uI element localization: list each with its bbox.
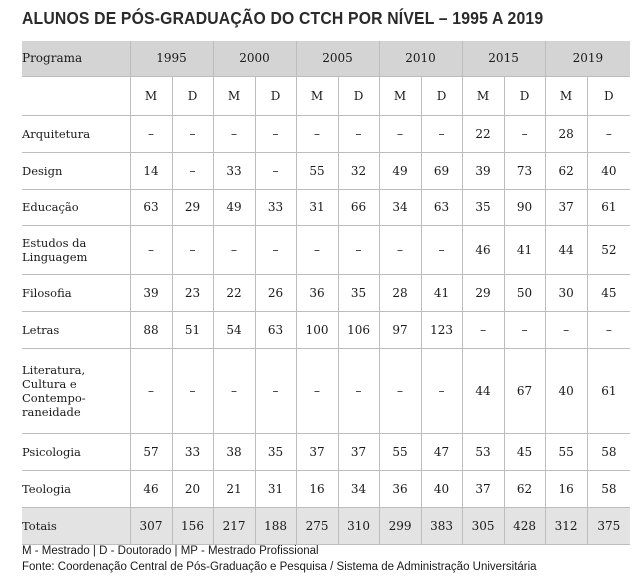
- table-row: [22, 348, 630, 433]
- table-row: [22, 189, 630, 225]
- program-column-header: Programa: [22, 41, 130, 76]
- value-cell: 38: [213, 433, 255, 470]
- program-name-line: Design: [22, 163, 63, 178]
- total-cell: 156: [172, 507, 213, 544]
- program-name: [22, 470, 130, 507]
- doutorado-header: D: [587, 76, 630, 115]
- doutorado-header: D: [255, 76, 296, 115]
- table-title: ALUNOS DE PÓS-GRADUAÇÃO DO CTCH POR NÍVEL – 1995 A 2019: [22, 8, 544, 28]
- total-cell: 307: [130, 507, 172, 544]
- empty-header-cell: [22, 76, 130, 115]
- value-cell: 63: [255, 311, 296, 348]
- program-name-line: Psicologia: [22, 444, 81, 459]
- value-cell: 100: [296, 311, 338, 348]
- value-cell: 23: [172, 274, 213, 311]
- value-cell: –: [379, 348, 421, 433]
- value-cell: –: [130, 348, 172, 433]
- value-cell: 88: [130, 311, 172, 348]
- value-cell: –: [130, 225, 172, 274]
- value-cell: 50: [504, 274, 545, 311]
- value-cell: 73: [504, 152, 545, 189]
- value-cell: –: [296, 115, 338, 152]
- value-cell: 106: [338, 311, 379, 348]
- year-header: 2015: [462, 41, 545, 76]
- program-name-line: Teologia: [22, 481, 72, 496]
- table-row: [22, 470, 630, 507]
- value-cell: 29: [462, 274, 504, 311]
- value-cell: –: [504, 115, 545, 152]
- value-cell: 45: [587, 274, 630, 311]
- value-cell: 31: [255, 470, 296, 507]
- total-cell: 188: [255, 507, 296, 544]
- value-cell: 62: [504, 470, 545, 507]
- value-cell: –: [213, 348, 255, 433]
- value-cell: 16: [296, 470, 338, 507]
- program-name-line: Totais: [22, 518, 57, 533]
- mestrado-header: M: [545, 76, 587, 115]
- value-cell: –: [255, 348, 296, 433]
- program-name-line: Educação: [22, 200, 79, 214]
- value-cell: 63: [130, 189, 172, 225]
- value-cell: 22: [462, 115, 504, 152]
- program-name-line: Literatura,: [22, 362, 86, 377]
- value-cell: –: [213, 225, 255, 274]
- value-cell: 22: [213, 274, 255, 311]
- value-cell: 53: [462, 433, 504, 470]
- value-cell: 26: [255, 274, 296, 311]
- value-cell: –: [213, 115, 255, 152]
- value-cell: 44: [545, 225, 587, 274]
- program-name-line: Letras: [22, 322, 60, 337]
- value-cell: 34: [338, 470, 379, 507]
- value-cell: 32: [338, 152, 379, 189]
- value-cell: 36: [296, 274, 338, 311]
- program-name: [22, 274, 130, 311]
- year-header: 2010: [379, 41, 462, 76]
- value-cell: –: [296, 348, 338, 433]
- doutorado-header: D: [504, 76, 545, 115]
- value-cell: 52: [587, 225, 630, 274]
- value-cell: 16: [545, 470, 587, 507]
- level-header-row: [22, 76, 630, 115]
- value-cell: 62: [545, 152, 587, 189]
- value-cell: 46: [462, 225, 504, 274]
- table-row: [22, 311, 630, 348]
- value-cell: –: [421, 115, 462, 152]
- program-name: [22, 115, 130, 152]
- value-cell: 20: [172, 470, 213, 507]
- value-cell: 35: [338, 274, 379, 311]
- value-cell: –: [338, 115, 379, 152]
- value-cell: –: [504, 311, 545, 348]
- value-cell: 58: [587, 433, 630, 470]
- value-cell: 57: [130, 433, 172, 470]
- value-cell: 40: [587, 152, 630, 189]
- value-cell: –: [130, 115, 172, 152]
- value-cell: 55: [545, 433, 587, 470]
- program-name: [22, 348, 130, 433]
- value-cell: 37: [545, 189, 587, 225]
- value-cell: –: [172, 152, 213, 189]
- table-body: [22, 76, 630, 544]
- total-cell: 310: [338, 507, 379, 544]
- value-cell: 35: [462, 189, 504, 225]
- total-cell: 312: [545, 507, 587, 544]
- total-cell: 305: [462, 507, 504, 544]
- table-header: [22, 41, 630, 76]
- value-cell: 40: [421, 470, 462, 507]
- program-name-line: Linguagem: [22, 249, 88, 264]
- doutorado-header: D: [172, 76, 213, 115]
- program-name: [22, 225, 130, 274]
- students-table: [22, 41, 630, 545]
- value-cell: 63: [421, 189, 462, 225]
- value-cell: –: [545, 311, 587, 348]
- value-cell: 67: [504, 348, 545, 433]
- program-name-line: Cultura e: [22, 376, 77, 391]
- mestrado-header: M: [213, 76, 255, 115]
- table-notes: [22, 543, 537, 575]
- value-cell: 69: [421, 152, 462, 189]
- table-row: [22, 225, 630, 274]
- total-cell: 217: [213, 507, 255, 544]
- value-cell: 46: [130, 470, 172, 507]
- value-cell: 28: [545, 115, 587, 152]
- value-cell: 97: [379, 311, 421, 348]
- value-cell: 54: [213, 311, 255, 348]
- program-name: [22, 433, 130, 470]
- value-cell: 30: [545, 274, 587, 311]
- value-cell: 41: [504, 225, 545, 274]
- value-cell: –: [255, 225, 296, 274]
- value-cell: 29: [172, 189, 213, 225]
- value-cell: 44: [462, 348, 504, 433]
- value-cell: 34: [379, 189, 421, 225]
- value-cell: –: [338, 225, 379, 274]
- value-cell: 55: [296, 152, 338, 189]
- table-row: [22, 115, 630, 152]
- value-cell: –: [296, 225, 338, 274]
- source-note: Fonte: Coordenação Central de Pós-Graduação e Pesquisa / Sistema de Administração Universitária: [22, 561, 537, 573]
- total-cell: 428: [504, 507, 545, 544]
- program-name-line: raneidade: [22, 404, 81, 419]
- legend-note: M - Mestrado | D - Doutorado | MP - Mestrado Profissional: [22, 545, 319, 557]
- year-header-row: [22, 41, 630, 76]
- program-name: [22, 311, 130, 348]
- value-cell: 49: [379, 152, 421, 189]
- year-header: 1995: [130, 41, 213, 76]
- value-cell: 61: [587, 348, 630, 433]
- value-cell: 55: [379, 433, 421, 470]
- total-cell: 275: [296, 507, 338, 544]
- value-cell: –: [462, 311, 504, 348]
- value-cell: –: [379, 225, 421, 274]
- value-cell: 61: [587, 189, 630, 225]
- program-name-line: Arquitetura: [22, 126, 91, 141]
- program-name: [22, 189, 130, 225]
- value-cell: –: [255, 152, 296, 189]
- table-row: [22, 152, 630, 189]
- value-cell: –: [172, 115, 213, 152]
- mestrado-header: M: [379, 76, 421, 115]
- doutorado-header: D: [421, 76, 462, 115]
- mestrado-header: M: [462, 76, 504, 115]
- program-name-line: Estudos da: [22, 235, 87, 250]
- value-cell: 45: [504, 433, 545, 470]
- value-cell: 47: [421, 433, 462, 470]
- total-cell: 375: [587, 507, 630, 544]
- value-cell: –: [172, 348, 213, 433]
- value-cell: 37: [338, 433, 379, 470]
- value-cell: 14: [130, 152, 172, 189]
- value-cell: 33: [172, 433, 213, 470]
- program-name-line: Contempo-: [22, 390, 86, 405]
- value-cell: –: [172, 225, 213, 274]
- year-header: 2005: [296, 41, 379, 76]
- total-cell: 383: [421, 507, 462, 544]
- value-cell: 49: [213, 189, 255, 225]
- year-header: 2000: [213, 41, 296, 76]
- value-cell: –: [421, 225, 462, 274]
- value-cell: 31: [296, 189, 338, 225]
- value-cell: 66: [338, 189, 379, 225]
- totals-label: [22, 507, 130, 544]
- value-cell: 41: [421, 274, 462, 311]
- value-cell: 40: [545, 348, 587, 433]
- value-cell: 21: [213, 470, 255, 507]
- value-cell: 33: [255, 189, 296, 225]
- value-cell: 123: [421, 311, 462, 348]
- value-cell: 51: [172, 311, 213, 348]
- value-cell: 28: [379, 274, 421, 311]
- value-cell: 37: [296, 433, 338, 470]
- mestrado-header: M: [130, 76, 172, 115]
- value-cell: –: [587, 115, 630, 152]
- program-name: [22, 152, 130, 189]
- value-cell: 33: [213, 152, 255, 189]
- value-cell: –: [421, 348, 462, 433]
- value-cell: –: [255, 115, 296, 152]
- total-cell: 299: [379, 507, 421, 544]
- value-cell: 39: [130, 274, 172, 311]
- doutorado-header: D: [338, 76, 379, 115]
- mestrado-header: M: [296, 76, 338, 115]
- value-cell: 58: [587, 470, 630, 507]
- table-row: [22, 433, 630, 470]
- value-cell: 35: [255, 433, 296, 470]
- value-cell: 36: [379, 470, 421, 507]
- totals-row: [22, 507, 630, 544]
- value-cell: –: [338, 348, 379, 433]
- value-cell: 39: [462, 152, 504, 189]
- program-name-line: Filosofia: [22, 285, 72, 300]
- table-row: [22, 274, 630, 311]
- value-cell: 90: [504, 189, 545, 225]
- year-header: 2019: [545, 41, 630, 76]
- value-cell: –: [587, 311, 630, 348]
- value-cell: 37: [462, 470, 504, 507]
- value-cell: –: [379, 115, 421, 152]
